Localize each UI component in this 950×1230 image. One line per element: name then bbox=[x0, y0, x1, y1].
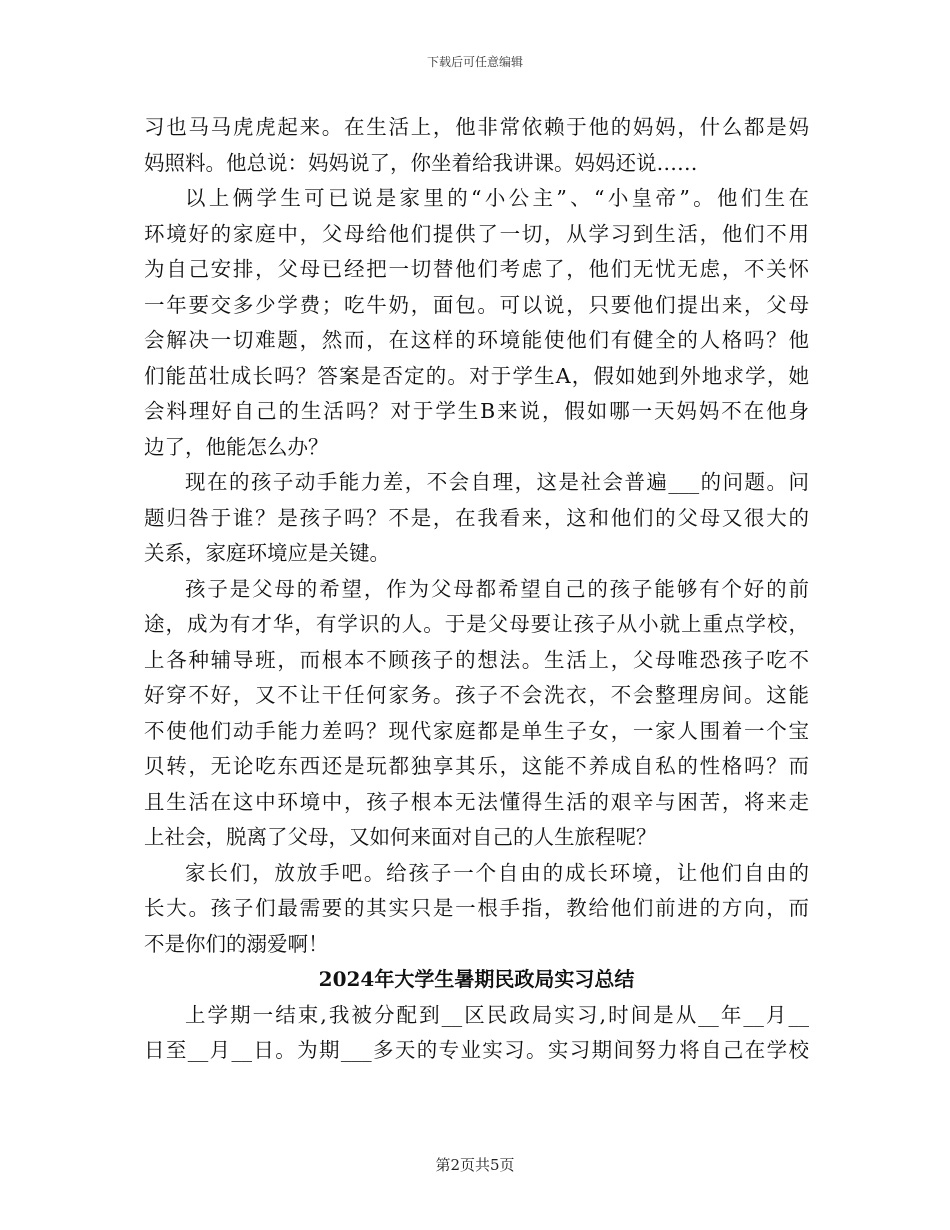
text-line: 以上俩学生可已说是家里的“小公主”、“小皇帝”。他们生在 bbox=[185, 186, 809, 210]
text-line: 贝转，无论吃东西还是玩都独享其乐，这能不养成自私的性格吗？而 bbox=[144, 754, 809, 778]
text-line: 现在的孩子动手能力差，不会自理，这是社会普遍___的问题。问 bbox=[185, 470, 809, 494]
text-line: 孩子是父母的希望，作为父母都希望自己的孩子能够有个好的前 bbox=[185, 576, 809, 601]
text-line: 不是你们的溺爱啊！ bbox=[144, 931, 329, 956]
text-line: 且生活在这中环境中，孩子根本无法懂得生活的艰辛与困苦，将来走 bbox=[144, 789, 809, 814]
text-line: 关系，家庭环境应是关键。 bbox=[144, 541, 390, 565]
text-line: 妈照料。他总说：妈妈说了，你坐着给我讲课。妈妈还说…… bbox=[144, 150, 698, 175]
text-line: 上学期一结束,我被分配到__区民政局实习,时间是从__年__月__ bbox=[185, 1002, 809, 1027]
page-number: 第2页共5页 bbox=[435, 1156, 515, 1174]
text-line: 们能茁壮成长吗？答案是否定的。对于学生A，假如她到外地求学，她 bbox=[144, 363, 809, 388]
section-title: 2024年大学生暑期民政局实习总结 bbox=[318, 967, 635, 991]
text-line: 习也马马虎虎起来。在生活上，他非常依赖于他的妈妈，什么都是妈 bbox=[144, 115, 809, 139]
text-line: 边了，他能怎么办？ bbox=[144, 434, 329, 459]
text-line: 上社会，脱离了父母，又如何来面对自己的人生旅程呢？ bbox=[144, 825, 657, 849]
text-line: 一年要交多少学费；吃牛奶，面包。可以说，只要他们提出来，父母 bbox=[144, 292, 809, 317]
text-line: 环境好的家庭中，父母给他们提供了一切，从学习到生活，他们不用 bbox=[144, 221, 809, 246]
text-line: 长大。孩子们最需要的其实只是一根手指，教给他们前进的方向，而 bbox=[144, 896, 809, 920]
text-line: 为自己安排，父母已经把一切替他们考虑了，他们无忧无虑，不关怀 bbox=[144, 257, 809, 281]
text-line: 家长们，放放手吧。给孩子一个自由的成长环境，让他们自由的 bbox=[185, 860, 809, 885]
text-line: 好穿不好，又不让干任何家务。孩子不会洗衣，不会整理房间。这能 bbox=[144, 683, 809, 707]
page-header-note: 下载后可任意编辑 bbox=[426, 55, 523, 69]
text-line: 题归咎于谁？是孩子吗？不是，在我看来，这和他们的父母又很大的 bbox=[144, 505, 809, 530]
text-line: 上各种辅导班，而根本不顾孩子的想法。生活上，父母唯恐孩子吃不 bbox=[144, 647, 809, 672]
text-line: 日至__月__日。为期___多天的专业实习。实习期间努力将自己在学校 bbox=[144, 1038, 809, 1062]
document-body bbox=[144, 110, 809, 1069]
text-line: 会料理好自己的生活吗？对于学生B来说，假如哪一天妈妈不在他身 bbox=[144, 399, 809, 423]
text-line: 会解决一切难题，然而，在这样的环境能使他们有健全的人格吗？他 bbox=[144, 328, 809, 352]
text-line: 途，成为有才华，有学识的人。于是父母要让孩子从小就上重点学校， bbox=[144, 612, 809, 636]
text-line: 不使他们动手能力差吗？现代家庭都是单生子女，一家人围着一个宝 bbox=[144, 718, 809, 743]
